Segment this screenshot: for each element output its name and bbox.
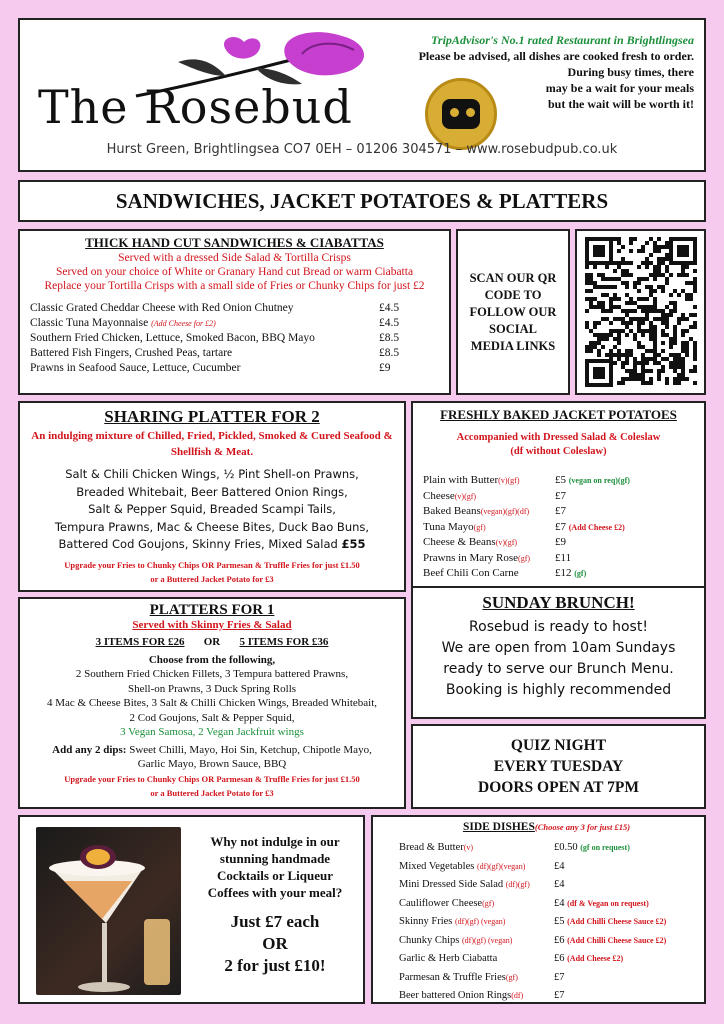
side-list bbox=[399, 839, 694, 1006]
diet-tags: (gf) bbox=[473, 522, 486, 532]
item-price: £0.50 bbox=[554, 842, 578, 853]
list-item: Bread & Butter(v) £0.50 (gf on request) bbox=[399, 842, 630, 853]
list-item: Cheese(v)(gf) £7 bbox=[423, 489, 566, 502]
item-note: (Add Cheese for £2) bbox=[151, 319, 216, 328]
diet-tags: (v)(gf) bbox=[495, 538, 518, 547]
cocktail-price: Just £7 each OR 2 for just £10! bbox=[224, 912, 326, 975]
item-note: (gf on request) bbox=[580, 843, 630, 852]
item-note: (gf) bbox=[574, 569, 587, 578]
item-price: £7 bbox=[554, 990, 565, 1001]
item-price: £6 bbox=[554, 934, 565, 946]
tripadvisor-line: TripAdvisor's No.1 rated Restaurant in Brightlingsea bbox=[431, 33, 694, 47]
item-price: £7 bbox=[555, 489, 566, 502]
notice-line-3: may be a wait for your meals bbox=[545, 81, 694, 95]
diet-tags: (df) bbox=[511, 991, 524, 1000]
sandwich-list bbox=[30, 301, 439, 376]
cocktail-image bbox=[36, 827, 181, 995]
list-item: Chunky Chips (df)(gf) (vegan) £6 (Add Chilli Cheese Sauce £2) bbox=[399, 934, 667, 946]
brunch-heading: SUNDAY BRUNCH! bbox=[482, 593, 635, 612]
qr-code-icon[interactable] bbox=[575, 229, 706, 395]
platters-heading: PLATTERS FOR 1 bbox=[149, 602, 275, 618]
diet-tags: (df)(gf) bbox=[505, 880, 530, 889]
notice-line-1: Please be advised, all dishes are cooked fresh to order. bbox=[418, 49, 694, 63]
list-item: Garlic & Herb Ciabatta £6 (Add Cheese £2) bbox=[399, 953, 624, 964]
list-item: Mini Dressed Side Salad (df)(gf) £4 bbox=[399, 879, 565, 890]
item-note: (Add Chilli Cheese Sauce £2) bbox=[567, 935, 667, 945]
item-price: £7 bbox=[555, 505, 566, 517]
platters-served: Served with Skinny Fries & Salad bbox=[132, 618, 292, 631]
list-item: Beef Chili Con Carne £12 (gf) bbox=[423, 567, 587, 579]
list-item: Southern Fried Chicken, Lettuce, Smoked Bacon, BBQ Mayo £8.5 bbox=[30, 332, 400, 344]
sharing-price: £55 bbox=[341, 537, 366, 551]
notice-line-2: During busy times, there bbox=[567, 65, 694, 79]
item-price: £12 bbox=[555, 567, 572, 579]
jackets-heading: FRESHLY BAKED JACKET POTATOES bbox=[440, 407, 677, 422]
sharing-platter-panel bbox=[18, 401, 406, 592]
sharing-heading: SHARING PLATTER FOR 2 bbox=[104, 407, 320, 426]
item-price: £5 bbox=[554, 916, 565, 927]
qr-caption: SCAN OUR QR CODE TO FOLLOW OUR SOCIAL MEDIA LINKS bbox=[456, 229, 570, 395]
side-dishes-panel bbox=[371, 815, 706, 1004]
diet-tags: (v)(gf) bbox=[498, 476, 520, 485]
item-price: £5 bbox=[555, 474, 566, 486]
qr-pattern bbox=[585, 237, 697, 387]
jacket-list bbox=[423, 473, 694, 582]
diet-tags: (vegan)(gf)(df) bbox=[480, 507, 530, 516]
platters-upgrade: Upgrade your Fries to Chunky Chips OR Parmesan & Truffle Fries for just £1.50 or a Buttered Jacket Potato for £3 bbox=[64, 773, 360, 798]
sandwiches-line-1: Served with a dressed Side Salad & Tortilla Crisps bbox=[118, 252, 351, 264]
platters-options: 3 ITEMS FOR £26 OR 5 ITEMS FOR £36 bbox=[95, 636, 329, 648]
jacket-potatoes-panel bbox=[411, 401, 706, 592]
sandwiches-line-3: Replace your Tortilla Crisps with a small side of Fries or Chunky Chips for just £2 bbox=[44, 280, 425, 292]
cocktail-offer: Why not indulge in our stunning handmade Cocktails or Liqueur Coffees with your meal? Just £7 each OR 2 for just £10! bbox=[188, 833, 362, 977]
item-price: £4 bbox=[554, 860, 565, 872]
platters-dips: Add any 2 dips: Sweet Chilli, Mayo, Hoi Sin, Ketchup, Chipotle Mayo, bbox=[52, 743, 372, 756]
list-item: Cauliflower Cheese(gf) £4 (df & Vegan on request) bbox=[399, 897, 649, 909]
list-item: Battered Fish Fingers, Crushed Peas, tartare £8.5 bbox=[30, 347, 400, 359]
list-item: Prawns in Mary Rose(gf) £11 bbox=[423, 551, 572, 564]
list-item: Cheese & Beans(v)(gf) £9 bbox=[423, 536, 566, 548]
diet-tags: (df)(gf) (vegan) bbox=[455, 917, 506, 926]
header-notice bbox=[374, 32, 694, 112]
sharing-description: An indulging mixture of Chilled, Fried, Pickled, Smoked & Cured Seafood & Shellfish & Meat. bbox=[31, 430, 393, 458]
diet-tags: (gf) bbox=[482, 898, 495, 908]
quiz-night-panel: QUIZ NIGHT EVERY TUESDAY DOORS OPEN AT 7PM bbox=[411, 724, 706, 809]
diet-tags: (gf) bbox=[505, 972, 518, 982]
sandwiches-panel bbox=[18, 229, 451, 395]
sandwiches-line-2: Served on your choice of White or Granary Hand cut Bread or warm Ciabatta bbox=[55, 266, 414, 278]
item-note: (Add Chilli Cheese Sauce £2) bbox=[567, 917, 667, 926]
list-item: Parmesan & Truffle Fries(gf) £7 bbox=[399, 971, 565, 983]
item-price: £7 bbox=[555, 520, 566, 533]
diet-tags: (v) bbox=[463, 843, 474, 852]
page-title: SANDWICHES, JACKET POTATOES & PLATTERS bbox=[18, 180, 706, 222]
list-item: Tuna Mayo(gf) £7 (Add Cheese £2) bbox=[423, 520, 625, 533]
diet-tags: (df)(gf) (vegan) bbox=[462, 935, 513, 945]
item-note: (vegan on req)(gf) bbox=[568, 476, 630, 485]
list-item: Beer battered Onion Rings(df) £7 bbox=[399, 990, 565, 1001]
item-price: £4 bbox=[554, 879, 565, 890]
diet-tags: (gf) bbox=[518, 553, 531, 563]
platters-vegan: 3 Vegan Samosa, 2 Vegan Jackfruit wings bbox=[120, 726, 304, 738]
item-price: £6 bbox=[554, 953, 565, 964]
item-note: (Add Cheese £2) bbox=[567, 954, 624, 963]
item-price: £4 bbox=[554, 897, 565, 909]
cocktails-panel bbox=[18, 815, 365, 1004]
platters-panel: PLATTERS FOR 1 Served with Skinny Fries & Salad 3 ITEMS FOR £26 OR 5 ITEMS FOR £36 Choose from the following, 2 Southern Fried Chicken Fillets, 3 Tempura battered Prawns, Shell-on Prawns, 3 Duck Spring Rolls 4 Mac & Cheese Bites, 3 Salt & Chilli Chicken Wings, Breaded Whitebait, 2 Cod Goujons, Salt & Pepper Squid, 3 Vegan Samosa, 2 Vegan Jackfruit wings Add any 2 dips: Sweet Chilli, Mayo, Hoi Sin, Ketchup, Chipotle Mayo, Garlic Mayo, Brown Sauce, BBQ Upgrade your Fries to Chunky Chips OR Parmesan & Truffle Fries for just £1.50 or a Buttered Jacket Potato for £3 bbox=[18, 597, 406, 809]
item-price: £9 bbox=[555, 536, 566, 548]
sharing-items: Salt & Chili Chicken Wings, ½ Pint Shell-on Prawns, Breaded Whitebait, Beer Battered Onion Rings, Salt & Pepper Squid, Breaded Scampi Tails, Tempura Prawns, Mac & Cheese Bites, Duck Bao Buns, Battered Cod Goujons, Skinny Fries, Mixed Salad £55 bbox=[54, 467, 370, 551]
list-item: Baked Beans(vegan)(gf)(df) £7 bbox=[423, 505, 566, 517]
jackets-description: Accompanied with Dressed Salad & Coleslaw (df without Coleslaw) bbox=[456, 432, 661, 457]
sides-heading: SIDE DISHES(Choose any 3 for just £15) bbox=[462, 821, 631, 833]
list-item: Prawns in Seafood Sauce, Lettuce, Cucumber £9 bbox=[30, 362, 391, 374]
item-note: (Add Cheese £2) bbox=[568, 522, 625, 532]
logo-title: The Rosebud bbox=[38, 80, 353, 134]
list-item: Mixed Vegetables (df)(gf)(vegan) £4 bbox=[399, 860, 565, 872]
platters-choose: Choose from the following, bbox=[148, 653, 276, 666]
address-line: Hurst Green, Brightlingsea CO7 0EH – 01206 304571 – www.rosebudpub.co.uk bbox=[106, 142, 618, 157]
item-price: £7 bbox=[554, 971, 565, 983]
notice-line-4: but the wait will be worth it! bbox=[548, 97, 694, 111]
diet-tags: (df)(gf)(vegan) bbox=[476, 861, 526, 871]
sharing-upgrade: Upgrade your Fries to Chunky Chips OR Parmesan & Truffle Fries for just £1.50 or a Buttered Jacket Potato for £3 bbox=[64, 559, 360, 584]
list-item: Skinny Fries (df)(gf) (vegan) £5 (Add Chilli Cheese Sauce £2) bbox=[399, 916, 667, 927]
item-note: (df & Vegan on request) bbox=[567, 898, 649, 908]
header-panel bbox=[18, 18, 706, 172]
sandwiches-heading: THICK HAND CUT SANDWICHES & CIABATTAS bbox=[85, 235, 384, 250]
list-item: Classic Grated Cheddar Cheese with Red Onion Chutney £4.5 bbox=[30, 302, 400, 314]
list-item: Classic Tuna Mayonnaise (Add Cheese for £2) £4.5 bbox=[30, 317, 400, 329]
sunday-brunch-panel: SUNDAY BRUNCH! Rosebud is ready to host! We are open from 10am Sundays ready to serve our Brunch Menu. Booking is highly recommended bbox=[411, 586, 706, 719]
list-item: Plain with Butter(v)(gf) £5 (vegan on req)(gf) bbox=[423, 474, 630, 486]
item-price: £11 bbox=[555, 551, 572, 564]
diet-tags: (v)(gf) bbox=[454, 491, 477, 501]
